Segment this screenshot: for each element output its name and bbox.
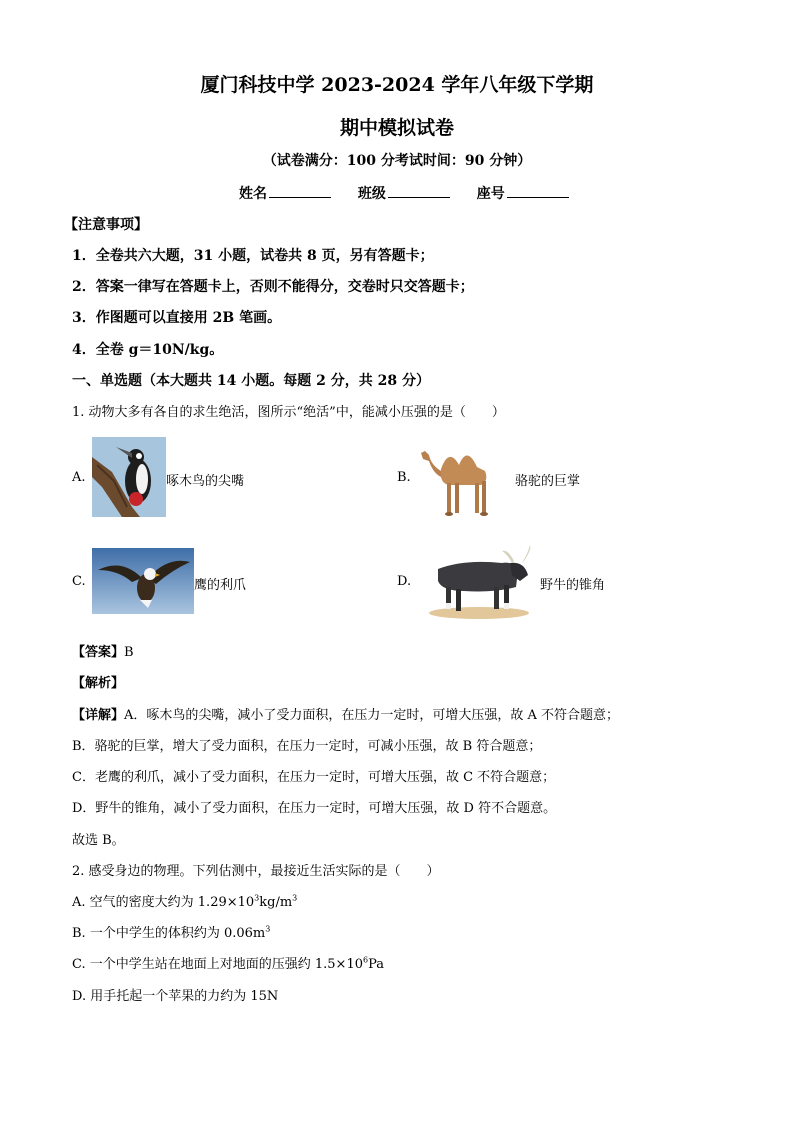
superscript: 6 <box>363 955 369 965</box>
note-item: 3．作图题可以直接用 2B 笔画。 <box>72 310 282 326</box>
bison-image <box>424 541 535 621</box>
superscript: 3 <box>265 924 271 934</box>
analysis-text: A．啄木鸟的尖嘴，减小了受力面积，在压力一定时，可增大压强，故 A 不符合题意； <box>124 708 620 723</box>
option-unit: kg/m <box>259 895 293 910</box>
option-unit: Pa <box>368 957 385 972</box>
detail-label: 【详解】 <box>72 708 125 723</box>
name-field: 姓名 <box>239 186 331 202</box>
student-info-row <box>239 183 591 203</box>
option-d: D. 用手托起一个苹果的力约为 15N <box>72 989 279 1004</box>
exam-info: （试卷满分：100 分考试时间：90 分钟） <box>262 153 532 169</box>
note-item: 1．全卷共六大题，31 小题，试卷共 8 页，另有答题卡； <box>72 248 434 264</box>
option-text: B. 一个中学生的体积约为 0.06m <box>72 926 266 941</box>
option-text: 鹰的利爪 <box>194 578 247 593</box>
option-text: 野牛的锥角 <box>540 578 606 593</box>
option-letter: D. <box>397 574 412 589</box>
exam-subtitle: 期中模拟试卷 <box>339 117 454 139</box>
note-item: 2．答案一律写在答题卡上，否则不能得分，交卷时只交答题卡； <box>72 279 474 295</box>
answer-value: B <box>124 645 134 660</box>
eagle-image <box>92 548 194 614</box>
option-a <box>72 891 297 910</box>
option-letter: C. <box>72 574 86 589</box>
option-text: 啄木鸟的尖嘴 <box>166 474 245 489</box>
seat-field: 座号 <box>477 186 569 202</box>
option-letter: B. <box>397 470 411 485</box>
option-b <box>72 922 270 941</box>
analysis-text: C．老鹰的利爪，减小了受力面积，在压力一定时，可增大压强，故 C 不符合题意； <box>72 770 556 785</box>
analysis-line <box>72 704 619 723</box>
woodpecker-image <box>92 437 166 517</box>
superscript: 3 <box>254 893 260 903</box>
notes-heading: 【注意事项】 <box>64 217 148 233</box>
option-letter: A. <box>72 470 86 485</box>
conclusion-text: 故选 B。 <box>72 833 125 848</box>
answer-label: 【答案】 <box>72 645 125 660</box>
answer-line <box>72 641 134 660</box>
analysis-text: B．骆驼的巨掌，增大了受力面积，在压力一定时，可减小压强，故 B 符合题意； <box>72 739 542 754</box>
note-item: 4．全卷 g＝10N/kg。 <box>72 342 224 358</box>
analysis-label: 【解析】 <box>72 676 125 691</box>
section-heading: 一、单选题（本大题共 14 小题。每题 2 分，共 28 分） <box>72 373 430 389</box>
question-stem: 2. 感受身边的物理。下列估测中，最接近生活实际的是（ ） <box>72 864 440 879</box>
exam-title: 厦门科技中学 2023-2024 学年八年级下学期 <box>200 74 594 96</box>
analysis-text: D．野牛的锥角，减小了受力面积，在压力一定时，可增大压强，故 D 符不合题意。 <box>72 801 557 816</box>
option-text: 骆驼的巨掌 <box>515 474 581 489</box>
option-text: A. 空气的密度大约为 1.29×10 <box>72 895 255 910</box>
question-stem: 1. 动物大多有各自的求生绝活，图所示“绝活”中，能减小压强的是（ ） <box>72 405 505 420</box>
camel-image <box>419 437 512 519</box>
option-text: C. 一个中学生站在地面上对地面的压强约 1.5×10 <box>72 957 363 972</box>
option-c <box>72 953 384 972</box>
class-field: 班级 <box>358 186 450 202</box>
superscript: 3 <box>292 893 298 903</box>
